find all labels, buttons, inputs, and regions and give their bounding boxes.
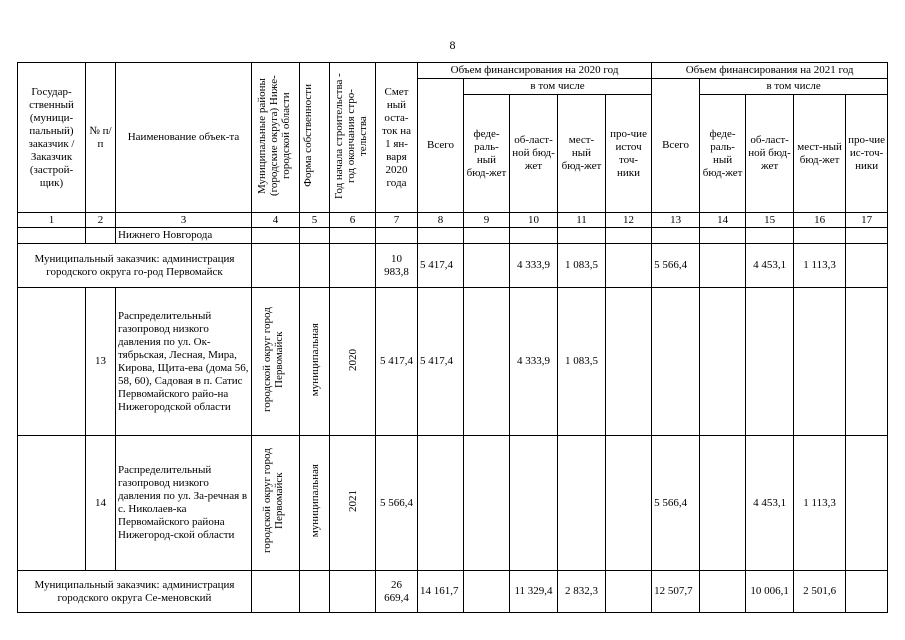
federal-2021-cell <box>700 288 746 436</box>
column-number-row <box>18 213 888 228</box>
header-customer: Государ-ственный (муници-пальный) заказчик /Заказчик (застрой-щик) <box>18 63 86 213</box>
object-years-label: 2021 <box>346 490 359 512</box>
header-regional-2020: об-ласт-ной бюд-жет <box>510 95 558 213</box>
object-ownership-label: муниципальная <box>308 322 321 397</box>
object-district <box>252 436 300 571</box>
header-number: № п/п <box>86 63 116 213</box>
header-districts-label: Муниципальные районы (городские округа) Ниже-городской области <box>255 75 292 196</box>
customer-name: Муниципальный заказчик: администрация городского округа го-род Первомайск <box>18 244 252 288</box>
continuation-row <box>18 228 888 244</box>
local-2020-cell <box>558 436 606 571</box>
object-row <box>18 436 888 571</box>
column-number: 6 <box>330 213 376 228</box>
header-total-2020: Всего <box>418 79 464 213</box>
total-2021-cell <box>652 288 700 436</box>
federal-2020-cell <box>464 288 510 436</box>
header-total-2021: Всего <box>652 79 700 213</box>
regional-2021-cell: 10 006,1 <box>746 571 794 613</box>
other-2020-cell <box>606 571 652 613</box>
object-district-label: городской округ город Первомайск <box>260 307 285 412</box>
regional-2020-cell <box>510 436 558 571</box>
object-name: Распределительный газопровод низкого давления по ул. Ок-тябрьская, Лесная, Мира, Кирова, Щита-ева (дома 56, 58, 60), Садовая в п. Сатис Первомайского райо-на Нижегородской области <box>116 288 252 436</box>
other-2021-cell <box>846 436 888 571</box>
other-2021-cell <box>846 288 888 436</box>
column-number: 10 <box>510 213 558 228</box>
header-federal-2020: феде-раль-ный бюд-жет <box>464 95 510 213</box>
column-number: 4 <box>252 213 300 228</box>
local-2020-cell: 1 083,5 <box>558 288 606 436</box>
column-number: 17 <box>846 213 888 228</box>
balance-cell: 5 566,4 <box>376 436 418 571</box>
total-2020-cell: 5 417,4 <box>418 244 464 288</box>
federal-2020-cell <box>464 244 510 288</box>
header-regional-2021: об-ласт-ной бюд-жет <box>746 95 794 213</box>
financing-table <box>17 62 888 613</box>
header-local-2021: мест-ный бюд-жет <box>794 95 846 213</box>
header-other-2020: про-чие источ точ-ники <box>606 95 652 213</box>
column-number: 2 <box>86 213 116 228</box>
total-2020-cell: 14 161,7 <box>418 571 464 613</box>
header-fin-2020: Объем финансирования на 2020 год <box>418 63 652 79</box>
header-fin-2021: Объем финансирования на 2021 год <box>652 63 888 79</box>
object-years <box>330 436 376 571</box>
header-years-label: Год начала строительства - год окончания стро-тельства <box>332 72 369 199</box>
federal-2021-cell <box>700 244 746 288</box>
header-ownership <box>300 63 330 213</box>
federal-2021-cell <box>700 436 746 571</box>
object-district <box>252 288 300 436</box>
object-name: Распределительный газопровод низкого давления по ул. За-речная в с. Николаев-ка Первомайского района Нижегород-ской области <box>116 436 252 571</box>
object-ownership <box>300 436 330 571</box>
regional-2021-cell: 4 453,1 <box>746 436 794 571</box>
object-row <box>18 288 888 436</box>
column-number: 15 <box>746 213 794 228</box>
object-ownership <box>300 288 330 436</box>
column-number: 11 <box>558 213 606 228</box>
column-number: 1 <box>18 213 86 228</box>
object-years <box>330 288 376 436</box>
header-districts <box>252 63 300 213</box>
other-2020-cell <box>606 436 652 571</box>
total-2021-cell: 5 566,4 <box>652 436 700 571</box>
object-number: 13 <box>86 288 116 436</box>
customer-row <box>18 571 888 613</box>
local-2020-cell: 2 832,3 <box>558 571 606 613</box>
regional-2021-cell <box>746 288 794 436</box>
header-including-2021: в том числе <box>700 79 888 95</box>
other-2021-cell <box>846 244 888 288</box>
other-2020-cell <box>606 244 652 288</box>
column-number: 8 <box>418 213 464 228</box>
column-number: 5 <box>300 213 330 228</box>
federal-2021-cell <box>700 571 746 613</box>
total-2020-cell <box>418 436 464 571</box>
column-number: 12 <box>606 213 652 228</box>
column-number: 13 <box>652 213 700 228</box>
local-2021-cell: 1 113,3 <box>794 244 846 288</box>
balance-cell: 26 669,4 <box>376 571 418 613</box>
object-years-label: 2020 <box>346 348 359 371</box>
customer-name: Муниципальный заказчик: администрация городского округа Се-меновский <box>18 571 252 613</box>
total-2020-cell: 5 417,4 <box>418 288 464 436</box>
continuation-text: Нижнего Новгорода <box>116 228 252 244</box>
local-2021-cell: 2 501,6 <box>794 571 846 613</box>
balance-cell: 10 983,8 <box>376 244 418 288</box>
page-number: 8 <box>449 38 456 52</box>
local-2021-cell <box>794 288 846 436</box>
local-2020-cell: 1 083,5 <box>558 244 606 288</box>
federal-2020-cell <box>464 436 510 571</box>
regional-2020-cell: 11 329,4 <box>510 571 558 613</box>
regional-2020-cell: 4 333,9 <box>510 288 558 436</box>
federal-2020-cell <box>464 571 510 613</box>
header-balance: Смет ный оста-ток на 1 ян-варя 2020 года <box>376 63 418 213</box>
header-object-name: Наименование объек-та <box>116 63 252 213</box>
header-including-2020: в том числе <box>464 79 652 95</box>
header-ownership-label: Форма собственности <box>302 84 314 187</box>
header-years <box>330 63 376 213</box>
other-2020-cell <box>606 288 652 436</box>
object-number: 14 <box>86 436 116 571</box>
object-district-label: городской округ город Первомайск <box>260 448 285 554</box>
total-2021-cell: 12 507,7 <box>652 571 700 613</box>
other-2021-cell <box>846 571 888 613</box>
balance-cell: 5 417,4 <box>376 288 418 436</box>
object-ownership-label: муниципальная <box>308 464 321 538</box>
regional-2021-cell: 4 453,1 <box>746 244 794 288</box>
header-federal-2021: феде-раль-ный бюд-жет <box>700 95 746 213</box>
column-number: 3 <box>116 213 252 228</box>
customer-row <box>18 244 888 288</box>
header-other-2021: про-чие ис-точ-ники <box>846 95 888 213</box>
column-number: 14 <box>700 213 746 228</box>
header-local-2020: мест-ный бюд-жет <box>558 95 606 213</box>
column-number: 16 <box>794 213 846 228</box>
column-number: 9 <box>464 213 510 228</box>
regional-2020-cell: 4 333,9 <box>510 244 558 288</box>
total-2021-cell: 5 566,4 <box>652 244 700 288</box>
column-number: 7 <box>376 213 418 228</box>
local-2021-cell: 1 113,3 <box>794 436 846 571</box>
